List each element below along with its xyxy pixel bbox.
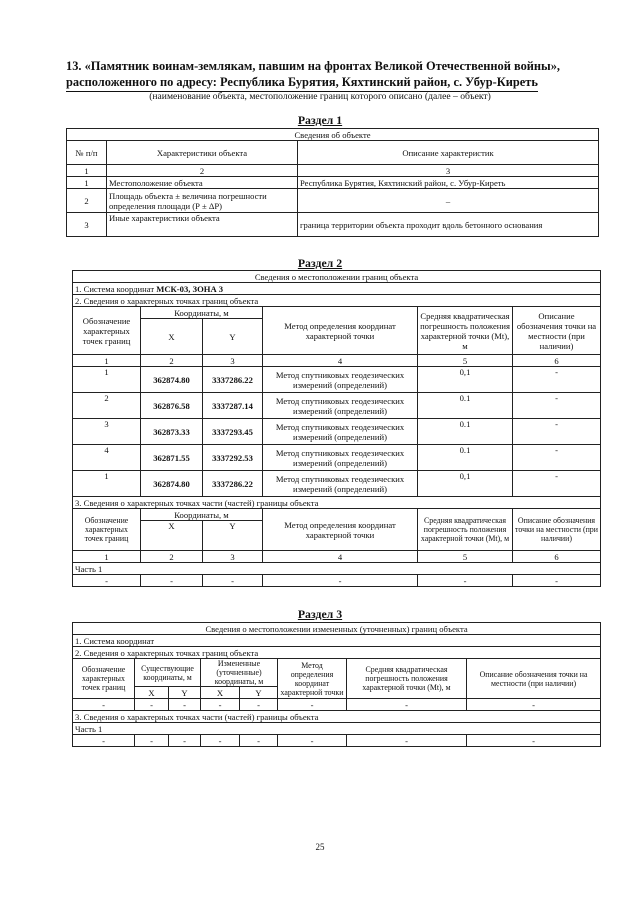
s2-point-id: 3 xyxy=(73,419,141,445)
section-3-title: Раздел 3 xyxy=(297,607,343,621)
s2p-idx: 1 xyxy=(73,551,141,563)
s1-idx: 1 xyxy=(67,165,107,177)
s3-h-changed: Измененные (уточненные) координаты, м xyxy=(201,659,278,687)
s2p-idx: 4 xyxy=(263,551,418,563)
s3-h-desc: Описание обозначения точки на местности (при наличии) xyxy=(467,659,601,699)
s1-row-char: Местоположение объекта xyxy=(107,177,298,189)
s2-point-y: 3337287.14 xyxy=(203,393,263,419)
s3-h-x: X xyxy=(135,687,169,699)
s2-point-id: 4 xyxy=(73,445,141,471)
document-title xyxy=(66,58,586,92)
s2-table-title: Сведения о местоположении границ объекта xyxy=(73,271,601,283)
s2-idx: 6 xyxy=(513,355,601,367)
s1-idx: 2 xyxy=(107,165,298,177)
s2-empty-cell: - xyxy=(73,575,141,587)
table-row xyxy=(73,575,601,587)
s2-coord-system xyxy=(73,283,601,295)
s3-empty-cell: - xyxy=(278,735,347,747)
s2-point-id: 2 xyxy=(73,393,141,419)
s3-h-method: Метод определения координат характерной точки xyxy=(278,659,347,699)
s2-subheading-points: 2. Сведения о характерных точках границ объекта xyxy=(73,295,601,307)
s2-point-id: 1 xyxy=(73,367,141,393)
section-2-title: Раздел 2 xyxy=(297,256,343,270)
s1-row-num: 3 xyxy=(67,213,107,237)
table-row xyxy=(73,393,601,419)
s3-empty-cell: - xyxy=(347,699,467,711)
table-row xyxy=(67,213,599,237)
s2-empty-cell: - xyxy=(141,575,203,587)
s2p-h-x: X xyxy=(141,521,203,551)
s3-empty-cell: - xyxy=(240,699,278,711)
s1-col-char: Характеристики объекта xyxy=(107,141,298,165)
s2-h-error: Средняя квадратическая погрешность положения характерной точки (Mt), м xyxy=(418,307,513,355)
s2p-idx: 6 xyxy=(513,551,601,563)
s2-point-desc: - xyxy=(513,393,601,419)
s2p-h-coords: Координаты, м xyxy=(141,509,263,521)
s2-system-label: 1. Система координат xyxy=(75,283,157,294)
s1-col-desc: Описание характеристик xyxy=(298,141,599,165)
page-number: 25 xyxy=(315,842,325,852)
s2-idx: 2 xyxy=(141,355,203,367)
s1-row-desc: – xyxy=(298,189,599,213)
s2-point-error: 0,1 xyxy=(418,367,513,393)
s1-col-num: № п/п xyxy=(67,141,107,165)
s2p-idx: 2 xyxy=(141,551,203,563)
s3-empty-cell: - xyxy=(347,735,467,747)
s3-table-title: Сведения о местоположении измененных (уточненных) границ объекта xyxy=(73,623,601,635)
s2-point-method: Метод спутниковых геодезических измерений (определений) xyxy=(263,419,418,445)
s3-h-y: Y xyxy=(169,687,201,699)
s1-row-char: Площадь объекта ± величина погрешности определения площади (Р ± ΔР) xyxy=(107,189,298,213)
s2-point-desc: - xyxy=(513,445,601,471)
table-row xyxy=(73,367,601,393)
s2p-h-method: Метод определения координат характерной точки xyxy=(263,509,418,551)
s2-point-method: Метод спутниковых геодезических измерений (определений) xyxy=(263,393,418,419)
section-1-table xyxy=(66,128,599,237)
section-3-table xyxy=(72,622,601,747)
title-line-2: расположенного по адресу: Республика Бурятия, Кяхтинский район, с. Убур-Киреть xyxy=(66,74,538,92)
s2p-h-point: Обозначение характерных точек границ xyxy=(73,509,141,551)
s1-row-char: Иные характеристики объекта xyxy=(107,213,298,237)
table-row xyxy=(73,471,601,497)
s2-point-x: 362871.55 xyxy=(141,445,203,471)
s2-idx: 4 xyxy=(263,355,418,367)
section-1-title: Раздел 1 xyxy=(297,113,343,127)
table-row xyxy=(73,699,601,711)
s3-h-y: Y xyxy=(240,687,278,699)
s2-empty-cell: - xyxy=(203,575,263,587)
s2-point-method: Метод спутниковых геодезических измерений (определений) xyxy=(263,445,418,471)
s2-h-point: Обозначение характерных точек границ xyxy=(73,307,141,355)
s2-point-desc: - xyxy=(513,471,601,497)
s2-h-y: Y xyxy=(203,319,263,355)
s3-empty-cell: - xyxy=(73,699,135,711)
title-line-1: 13. «Памятник воинам-землякам, павшим на фронтах Великой Отечественной войны», xyxy=(66,59,561,73)
s2-point-error: 0,1 xyxy=(418,471,513,497)
s3-subheading-parts: 3. Сведения о характерных точках части (частей) границы объекта xyxy=(73,711,601,723)
s2-h-desc: Описание обозначения точки на местности (при наличии) xyxy=(513,307,601,355)
table-row xyxy=(73,419,601,445)
s3-empty-cell: - xyxy=(135,735,169,747)
s2-point-error: 0.1 xyxy=(418,445,513,471)
s2-point-y: 3337293.45 xyxy=(203,419,263,445)
s3-empty-cell: - xyxy=(201,699,240,711)
s2-point-y: 3337292.53 xyxy=(203,445,263,471)
s3-h-point: Обозначение характерных точек границ xyxy=(73,659,135,699)
s1-row-desc: Республика Бурятия, Кяхтинский район, с. Убур-Киреть xyxy=(298,177,599,189)
s3-empty-cell: - xyxy=(240,735,278,747)
s2-empty-cell: - xyxy=(263,575,418,587)
s2p-h-y: Y xyxy=(203,521,263,551)
s2-system-name: МСК-03, ЗОНА 3 xyxy=(156,283,224,294)
s2-point-x: 362874.80 xyxy=(141,471,203,497)
s2-idx: 1 xyxy=(73,355,141,367)
s1-row-num: 2 xyxy=(67,189,107,213)
s1-row-desc: граница территории объекта проходит вдоль бетонного основания xyxy=(298,213,599,237)
s3-empty-cell: - xyxy=(467,735,601,747)
s2-idx: 5 xyxy=(418,355,513,367)
s2-part-label: Часть 1 xyxy=(73,563,601,575)
s3-empty-cell: - xyxy=(73,735,135,747)
s3-empty-cell: - xyxy=(201,735,240,747)
s3-empty-cell: - xyxy=(169,699,201,711)
s2-point-desc: - xyxy=(513,419,601,445)
table-row xyxy=(67,189,599,213)
s3-coord-system: 1. Система координат xyxy=(73,635,601,647)
s2-h-coords: Координаты, м xyxy=(141,307,263,319)
s2p-h-error: Средняя квадратическая погрешность положения характерной точки (Mt), м xyxy=(418,509,513,551)
s2-point-x: 362876.58 xyxy=(141,393,203,419)
s3-empty-cell: - xyxy=(467,699,601,711)
s2-point-y: 3337286.22 xyxy=(203,367,263,393)
s3-h-x: X xyxy=(201,687,240,699)
section-2-table xyxy=(72,270,601,587)
s2-point-method: Метод спутниковых геодезических измерений (определений) xyxy=(263,471,418,497)
s2-point-x: 362873.33 xyxy=(141,419,203,445)
s2-point-error: 0.1 xyxy=(418,419,513,445)
s3-empty-cell: - xyxy=(135,699,169,711)
s2-h-method: Метод определения координат характерной точки xyxy=(263,307,418,355)
s1-table-title: Сведения об объекте xyxy=(67,129,599,141)
s2-point-desc: - xyxy=(513,367,601,393)
s2p-idx: 5 xyxy=(418,551,513,563)
s2-empty-cell: - xyxy=(513,575,601,587)
s2-h-x: X xyxy=(141,319,203,355)
s3-h-error: Средняя квадратическая погрешность положения характерной точки (Mt), м xyxy=(347,659,467,699)
table-row xyxy=(73,735,601,747)
s2-subheading-parts: 3. Сведения о характерных точках части (частей) границы объекта xyxy=(73,497,601,509)
s3-part-label: Часть 1 xyxy=(73,723,601,735)
s2-empty-cell: - xyxy=(418,575,513,587)
s1-row-num: 1 xyxy=(67,177,107,189)
table-row xyxy=(67,177,599,189)
table-row xyxy=(73,445,601,471)
s3-h-existing: Существующие координаты, м xyxy=(135,659,201,687)
s2p-idx: 3 xyxy=(203,551,263,563)
s2-point-error: 0.1 xyxy=(418,393,513,419)
s2-point-method: Метод спутниковых геодезических измерений (определений) xyxy=(263,367,418,393)
s2p-h-desc: Описание обозначения точки на местности (при наличии) xyxy=(513,509,601,551)
s2-point-y: 3337286.22 xyxy=(203,471,263,497)
s3-empty-cell: - xyxy=(169,735,201,747)
s2-point-x: 362874.80 xyxy=(141,367,203,393)
s2-point-id: 1 xyxy=(73,471,141,497)
s3-subheading-points: 2. Сведения о характерных точках границ объекта xyxy=(73,647,601,659)
s2-idx: 3 xyxy=(203,355,263,367)
s1-idx: 3 xyxy=(298,165,599,177)
object-note: (наименование объекта, местоположение границ которого описано (далее – объект) xyxy=(149,91,491,102)
s3-empty-cell: - xyxy=(278,699,347,711)
